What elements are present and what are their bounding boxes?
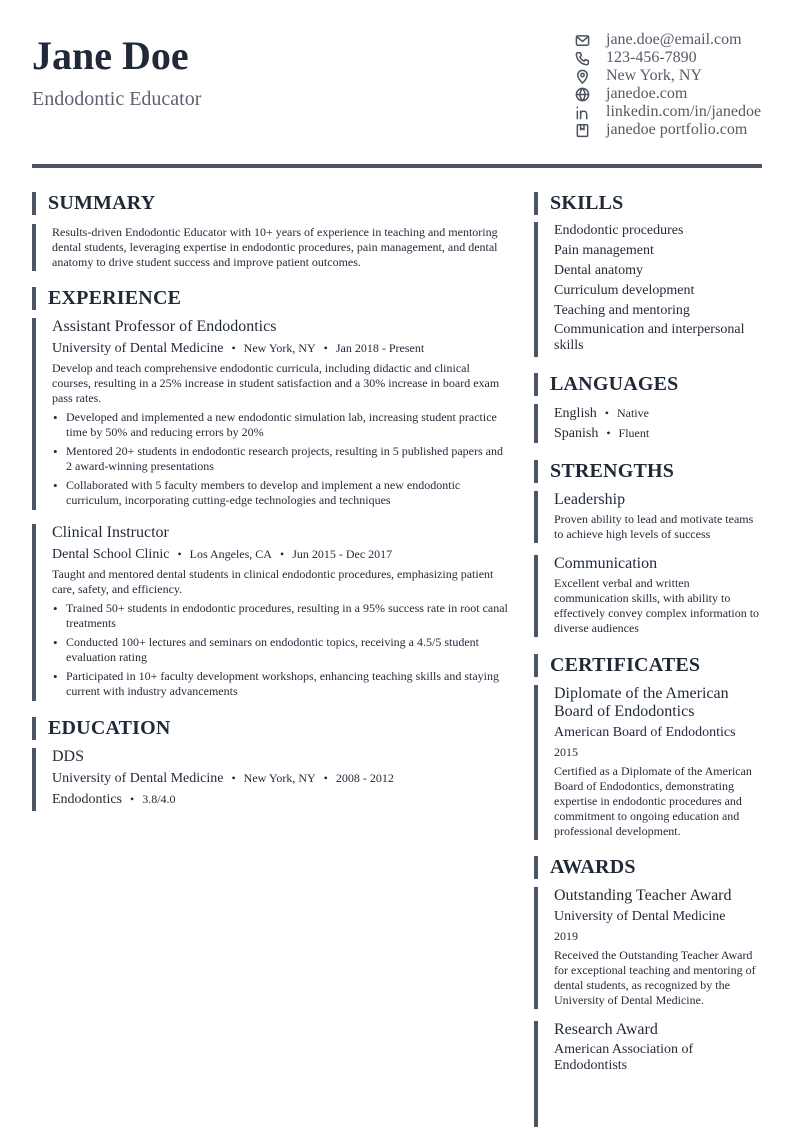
- contact-portfolio[interactable]: [574, 121, 761, 139]
- education-entry: [32, 748, 510, 811]
- left-column: [32, 192, 510, 811]
- job-title: Clinical Instructor: [52, 524, 169, 541]
- job-location: New York, NY: [243, 341, 316, 355]
- portfolio-text[interactable]: janedoe portfolio.com: [606, 121, 748, 138]
- location-pin-icon: [574, 68, 591, 85]
- contact-linkedin[interactable]: [574, 103, 761, 121]
- certificate-description: Certified as a Diplomate of the American Board of Endodontics, demonstrating expertise in endodontic procedures and commitment to ongoing education and professional development.: [554, 764, 752, 838]
- strengths-heading: STRENGTHS: [534, 460, 764, 483]
- degree-title: DDS: [52, 748, 85, 765]
- list-item: Curriculum development: [554, 283, 695, 298]
- education-heading: EDUCATION: [32, 717, 510, 740]
- list-item: Communication and interpersonal skills: [554, 322, 745, 353]
- job-description: Taught and mentored dental students in clinical endodontic procedures, emphasizing patient care, safety, and efficiency.: [52, 567, 494, 596]
- linkedin-text[interactable]: linkedin.com/in/janedoe: [606, 103, 762, 120]
- job-dates: Jan 2018 - Present: [335, 341, 425, 355]
- gpa: 3.8/4.0: [142, 792, 176, 806]
- contact-phone[interactable]: [574, 49, 761, 67]
- list-item: • Mentored 20+ students in endodontic research projects, resulting in 5 published papers and 2 award-winning presentations: [52, 444, 510, 474]
- language-name: Spanish: [554, 426, 599, 441]
- job-bullets: [52, 601, 510, 699]
- award-title: Outstanding Teacher Award: [554, 887, 732, 904]
- job-org-line: [52, 545, 510, 564]
- globe-icon: [574, 86, 591, 103]
- job-org-line: [52, 339, 510, 358]
- strength-entry: [534, 491, 764, 543]
- contact-email[interactable]: [574, 31, 761, 49]
- contact-list: [574, 31, 761, 139]
- award-title: Research Award: [554, 1021, 658, 1038]
- language-name: English: [554, 406, 597, 421]
- linkedin-icon: [574, 104, 591, 121]
- languages-heading: LANGUAGES: [534, 373, 764, 396]
- list-item: • Participated in 10+ faculty development workshops, enhancing teaching skills and staying current with industry advancements: [52, 669, 510, 699]
- email-text[interactable]: jane.doe@email.com: [606, 31, 742, 48]
- strength-title: Communication: [554, 555, 658, 572]
- awards-heading: AWARDS: [534, 856, 764, 879]
- separator-dot: •: [323, 771, 328, 785]
- school-name: University of Dental Medicine: [52, 771, 224, 786]
- job-entry: [32, 524, 510, 701]
- language-level: Native: [616, 406, 649, 420]
- mail-icon: [574, 32, 591, 49]
- contact-location: [574, 67, 761, 85]
- job-location: Los Angeles, CA: [189, 547, 272, 561]
- separator-dot: •: [130, 792, 135, 806]
- phone-text[interactable]: 123-456-7890: [606, 49, 697, 66]
- field-of-study: Endodontics: [52, 792, 122, 807]
- job-dates: Jun 2015 - Dec 2017: [292, 547, 393, 561]
- list-item: Pain management: [554, 243, 654, 258]
- certificate-entry: [534, 685, 764, 840]
- separator-dot: •: [231, 341, 236, 355]
- list-item: [554, 424, 764, 443]
- award-entry: [534, 887, 764, 1009]
- job-org: University of Dental Medicine: [52, 341, 224, 356]
- list-item: Teaching and mentoring: [554, 303, 690, 318]
- website-text[interactable]: janedoe.com: [606, 85, 688, 102]
- experience-heading: EXPERIENCE: [32, 287, 510, 310]
- award-year: 2019: [554, 929, 578, 943]
- separator-dot: •: [231, 771, 236, 785]
- certificate-year: 2015: [554, 745, 578, 759]
- bookmark-icon: [574, 122, 591, 139]
- list-item: • Collaborated with 5 faculty members to develop and implement a new endodontic curriculum, incorporating cutting-edge technologies and techniques: [52, 478, 510, 508]
- phone-icon: [574, 50, 591, 67]
- certificate-title: Diplomate of the American Board of Endodontics: [554, 685, 729, 720]
- summary-body: [32, 224, 510, 271]
- list-item: • Developed and implemented a new endodontic simulation lab, increasing student practice time by 50% and reducing errors by 20%: [52, 410, 510, 440]
- language-level: Fluent: [618, 426, 650, 440]
- job-title: Assistant Professor of Endodontics: [52, 318, 277, 335]
- list-item: Dental anatomy: [554, 263, 644, 278]
- separator-dot: •: [177, 547, 182, 561]
- award-entry: [534, 1021, 764, 1127]
- job-bullets: [52, 410, 510, 508]
- header-divider: [32, 164, 762, 168]
- skills-heading: SKILLS: [534, 192, 764, 215]
- list-item: • Conducted 100+ lectures and seminars on endodontic topics, receiving a 4.5/5 student evaluation rating: [52, 635, 510, 665]
- candidate-name: Jane Doe: [32, 33, 189, 78]
- certificate-issuer: American Board of Endodontics: [554, 725, 736, 740]
- field-line: [52, 790, 510, 809]
- award-description: Received the Outstanding Teacher Award for exceptional teaching and mentoring of dental students, as recognized by the University of Dental Medicine.: [554, 948, 756, 1007]
- certificates-heading: CERTIFICATES: [534, 654, 764, 677]
- school-location: New York, NY: [243, 771, 316, 785]
- location-text: New York, NY: [606, 67, 703, 84]
- job-description: Develop and teach comprehensive endodontic curricula, including didactic and clinical courses, resulting in a 25% increase in student satisfaction and a 30% increase in board exam pass rates.: [52, 361, 500, 405]
- candidate-title: Endodontic Educator: [32, 88, 202, 110]
- school-line: [52, 769, 510, 788]
- separator-dot: •: [606, 426, 611, 440]
- award-issuer: University of Dental Medicine: [554, 909, 726, 924]
- strength-description: Excellent verbal and written communication skills, with ability to effectively convey complex information to diverse audiences: [554, 576, 760, 635]
- award-issuer: American Association of Endodontists: [554, 1042, 694, 1073]
- right-column: [534, 192, 764, 1127]
- strength-entry: [534, 555, 764, 637]
- school-dates: 2008 - 2012: [335, 771, 394, 785]
- summary-text: Results-driven Endodontic Educator with 10+ years of experience in teaching and mentoring dental students, leveraging expertise in endodontic procedures, pain management, and dental anatomy to drive student success and improve patient outcomes.: [52, 225, 498, 269]
- skills-list: [534, 222, 764, 357]
- list-item: • Trained 50+ students in endodontic procedures, resulting in a 95% success rate in root canal treatments: [52, 601, 510, 631]
- separator-dot: •: [604, 406, 609, 420]
- languages-list: [534, 404, 764, 443]
- list-item: [554, 404, 764, 423]
- strength-title: Leadership: [554, 491, 626, 508]
- summary-heading: SUMMARY: [32, 192, 510, 215]
- job-org: Dental School Clinic: [52, 547, 170, 562]
- job-entry: [32, 318, 510, 510]
- contact-website[interactable]: [574, 85, 761, 103]
- separator-dot: •: [323, 341, 328, 355]
- strength-description: Proven ability to lead and motivate teams to achieve high levels of success: [554, 512, 754, 541]
- separator-dot: •: [279, 547, 285, 561]
- list-item: Endodontic procedures: [554, 223, 684, 238]
